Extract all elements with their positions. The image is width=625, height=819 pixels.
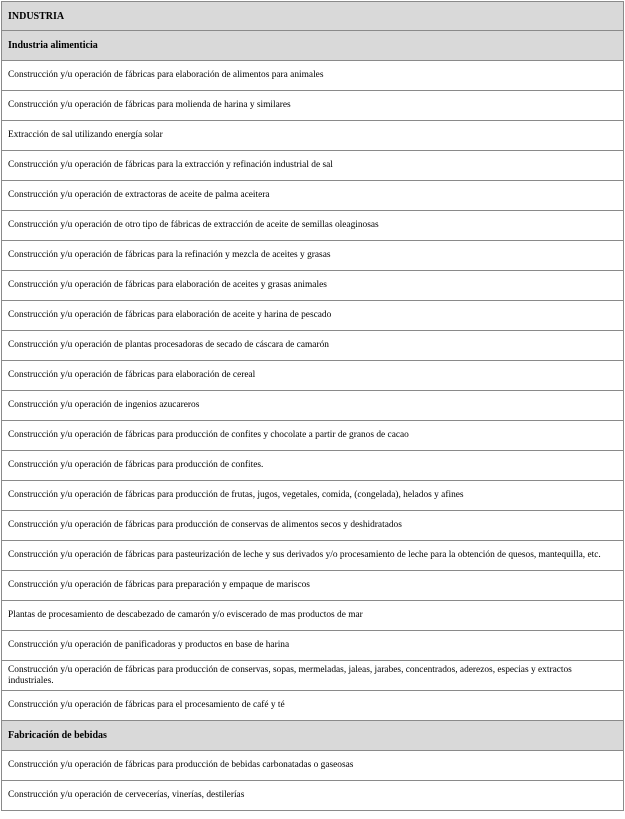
table-row (2, 331, 624, 361)
row-text: Construcción y/u operación de fábricas para la extracción y refinación industrial de sal (2, 151, 624, 181)
row-text: Construcción y/u operación de plantas procesadoras de secado de cáscara de camarón (2, 331, 624, 361)
table-row (2, 751, 624, 781)
table-row (2, 121, 624, 151)
section-heading: Industria alimenticia (2, 31, 624, 61)
row-text: Construcción y/u operación de fábricas para producción de bebidas carbonatadas o gaseosas (2, 751, 624, 781)
table-row (2, 361, 624, 391)
row-text: Construcción y/u operación de fábricas para la refinación y mezcla de aceites y grasas (2, 241, 624, 271)
table-row (2, 601, 624, 631)
row-text: Construcción y/u operación de fábricas para elaboración de aceite y harina de pescado (2, 301, 624, 331)
table-row (2, 571, 624, 601)
row-text: Construcción y/u operación de fábricas para producción de conservas de alimentos secos y deshidratados (2, 511, 624, 541)
table-row (2, 421, 624, 451)
row-text: Construcción y/u operación de fábricas para el procesamiento de café y té (2, 691, 624, 721)
table-row (2, 211, 624, 241)
table-row (2, 481, 624, 511)
row-text: Construcción y/u operación de fábricas para producción de frutas, jugos, vegetales, comida, (congelada), helados y afines (2, 481, 624, 511)
row-text: Construcción y/u operación de fábricas para pasteurización de leche y sus derivados y/o procesamiento de leche para la obtención de quesos, mantequilla, etc. (2, 541, 624, 571)
row-text: Construcción y/u operación de panificadoras y productos en base de harina (2, 631, 624, 661)
section-header-row (2, 31, 624, 61)
table-row (2, 391, 624, 421)
row-text: Construcción y/u operación de fábricas para preparación y empaque de mariscos (2, 571, 624, 601)
row-text: Construcción y/u operación de otro tipo de fábricas de extracción de aceite de semillas oleaginosas (2, 211, 624, 241)
section-heading: Fabricación de bebidas (2, 721, 624, 751)
title-row (2, 2, 624, 31)
table-row (2, 271, 624, 301)
row-text: Construcción y/u operación de fábricas para molienda de harina y similares (2, 91, 624, 121)
row-text: Construcción y/u operación de fábricas para elaboración de alimentos para animales (2, 61, 624, 91)
table-row (2, 301, 624, 331)
row-text: Construcción y/u operación de fábricas para producción de confites. (2, 451, 624, 481)
table-row (2, 181, 624, 211)
table-row (2, 241, 624, 271)
table-row (2, 541, 624, 571)
row-text: Extracción de sal utilizando energía solar (2, 121, 624, 151)
table-row (2, 451, 624, 481)
table-row (2, 631, 624, 661)
table-row (2, 661, 624, 691)
row-text: Construcción y/u operación de fábricas para elaboración de cereal (2, 361, 624, 391)
table-row (2, 151, 624, 181)
row-text: Construcción y/u operación de cervecerías, vinerías, destilerías (2, 781, 624, 811)
row-text: Construcción y/u operación de fábricas para producción de conservas, sopas, mermeladas, jaleas, jarabes, concentrados, aderezos, especias y extractos industriales. (2, 661, 624, 691)
row-text: Construcción y/u operación de fábricas para elaboración de aceites y grasas animales (2, 271, 624, 301)
table-row (2, 781, 624, 811)
industry-table-body (2, 2, 624, 811)
table-row (2, 691, 624, 721)
table-row (2, 91, 624, 121)
title-cell: INDUSTRIA (2, 2, 624, 31)
table-row (2, 61, 624, 91)
industry-table (1, 1, 624, 811)
row-text: Construcción y/u operación de ingenios azucareros (2, 391, 624, 421)
row-text: Construcción y/u operación de fábricas para producción de confites y chocolate a partir de granos de cacao (2, 421, 624, 451)
row-text: Construcción y/u operación de extractoras de aceite de palma aceitera (2, 181, 624, 211)
section-header-row (2, 721, 624, 751)
row-text: Plantas de procesamiento de descabezado de camarón y/o eviscerado de mas productos de mar (2, 601, 624, 631)
table-row (2, 511, 624, 541)
